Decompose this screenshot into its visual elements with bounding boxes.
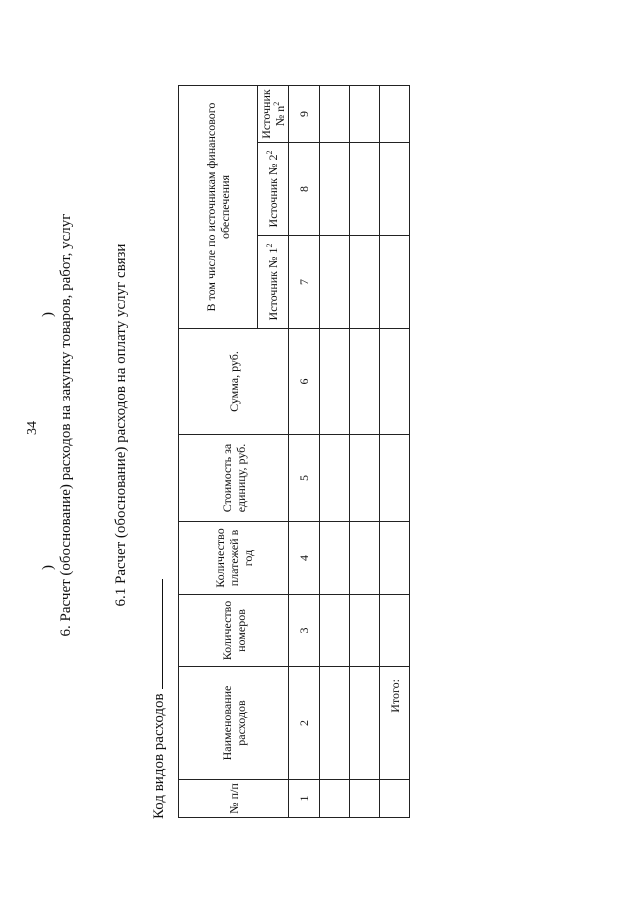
page-paren-left: ) [40, 565, 56, 570]
colnum-9: 9 [289, 86, 320, 143]
table-row [320, 86, 350, 818]
header-source-1: Источник № $1^2$ [258, 236, 289, 329]
header-name: Наименование расходов [179, 667, 289, 780]
table-row [350, 86, 380, 818]
colnum-6: 6 [289, 329, 320, 435]
header-sources-group: В том числе по источникам финансового обеспечения [179, 86, 258, 329]
page-number: 34 [25, 421, 40, 435]
expense-code-blank [147, 579, 163, 689]
colnum-3: 3 [289, 595, 320, 667]
table-header-row [179, 86, 258, 818]
table-total-row [380, 86, 410, 818]
colnum-1: 1 [289, 780, 320, 818]
header-no: № п/п [179, 780, 289, 818]
header-sum: Сумма, руб. [179, 329, 289, 435]
colnum-5: 5 [289, 435, 320, 522]
expense-table [178, 85, 410, 818]
header-source-n: Источник № $n^2$ [258, 86, 289, 143]
header-payments-qty: Количество платежей в год [179, 522, 289, 595]
header-numbers-qty: Количество номеров [179, 595, 289, 667]
expense-code-label: Код видов расходов [151, 693, 167, 819]
colnum-2: 2 [289, 667, 320, 780]
section-title: 6. Расчет (обоснование) расходов на закупку товаров, работ, услуг [58, 213, 74, 637]
colnum-4: 4 [289, 522, 320, 595]
expense-code-line [147, 579, 168, 819]
header-source-2: Источник № $2^2$ [258, 143, 289, 236]
colnum-8: 8 [289, 143, 320, 236]
column-number-row [289, 86, 320, 818]
page-paren-right: ) [40, 312, 56, 317]
header-unit-cost: Стоимость за единицу, руб. [179, 435, 289, 522]
total-label: Итого: [380, 667, 410, 780]
colnum-7: 7 [289, 236, 320, 329]
section-subtitle: 6.1 Расчет (обоснование) расходов на оплату услуг связи [113, 243, 129, 607]
